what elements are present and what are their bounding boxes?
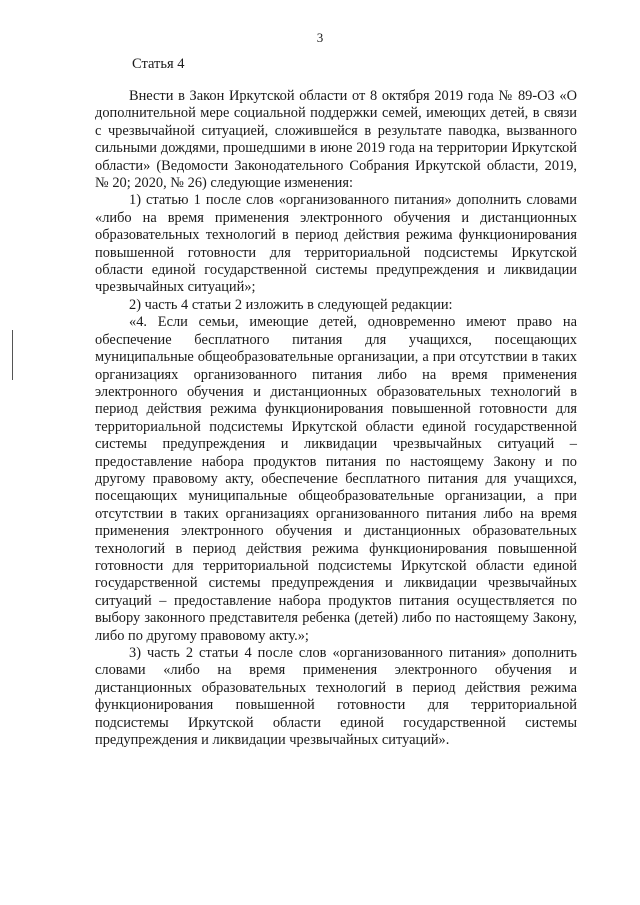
paragraph-item-2: 2) часть 4 статьи 2 изложить в следующей редакции: [129, 296, 453, 313]
paragraph-quoted-part-4: «4. Если семьи, имеющие детей, одновременно имеют право на обеспечение бесплатного питания для учащихся, посещающих муниципальные общеобразовательные организации, а при отсутствии в таких организациях организованного питания либо на время применения электронного обучения и дистанционных образовательных технологий в период действия режима функционирования повышенной готовности для территориальной подсистемы Иркутской области единой государственной системы предупреждения и ликвидации чрезвычайных ситуаций – предоставление набора продуктов питания по настоящему Закону и по другому правовому акту, обеспечение бесплатного питания для учащихся, посещающих муниципальные общеобразовательные организации, а при отсутствии в таких организациях организованного питания либо на время применения электронного обучения и дистанционных образовательных технологий в период действия режима функционирования повышенной готовности для территориальной подсистемы Иркутской области единой государственной системы предупреждения и ликвидации чрезвычайных ситуаций – предоставление набора продуктов питания осуществляется по выбору законного представителя ребенка (детей) либо по настоящему Закону, либо по другому правовому акту.»; [95, 314, 577, 644]
margin-mark [12, 330, 13, 380]
document-body [95, 88, 577, 749]
page-number: 3 [316, 30, 324, 45]
paragraph-intro: Внести в Закон Иркутской области от 8 октября 2019 года № 89-ОЗ «О дополнительной мере социальной поддержки семей, имеющих детей, в связи с чрезвычайной ситуацией, сложившейся в результате паводка, вызванного сильными дождями, прошедшими в июне 2019 года на территории Иркутской области» (Ведомости Законодательного Собрания Иркутской области, 2019, № 20; 2020, № 26) следующие изменения: [95, 88, 577, 192]
paragraph-item-3: 3) часть 2 статьи 4 после слов «организованного питания» дополнить словами «либо на время применения электронного обучения и дистанционных образовательных технологий в период действия режима функционирования повышенной готовности для территориальной подсистемы Иркутской области единой государственной системы предупреждения и ликвидации чрезвычайных ситуаций». [95, 645, 577, 749]
paragraph-item-1: 1) статью 1 после слов «организованного питания» дополнить словами «либо на время применения электронного обучения и дистанционных образовательных технологий в период действия режима функционирования повышенной готовности для территориальной подсистемы Иркутской области единой государственной системы предупреждения и ликвидации чрезвычайных ситуаций»; [95, 192, 577, 296]
article-title: Статья 4 [132, 56, 185, 72]
